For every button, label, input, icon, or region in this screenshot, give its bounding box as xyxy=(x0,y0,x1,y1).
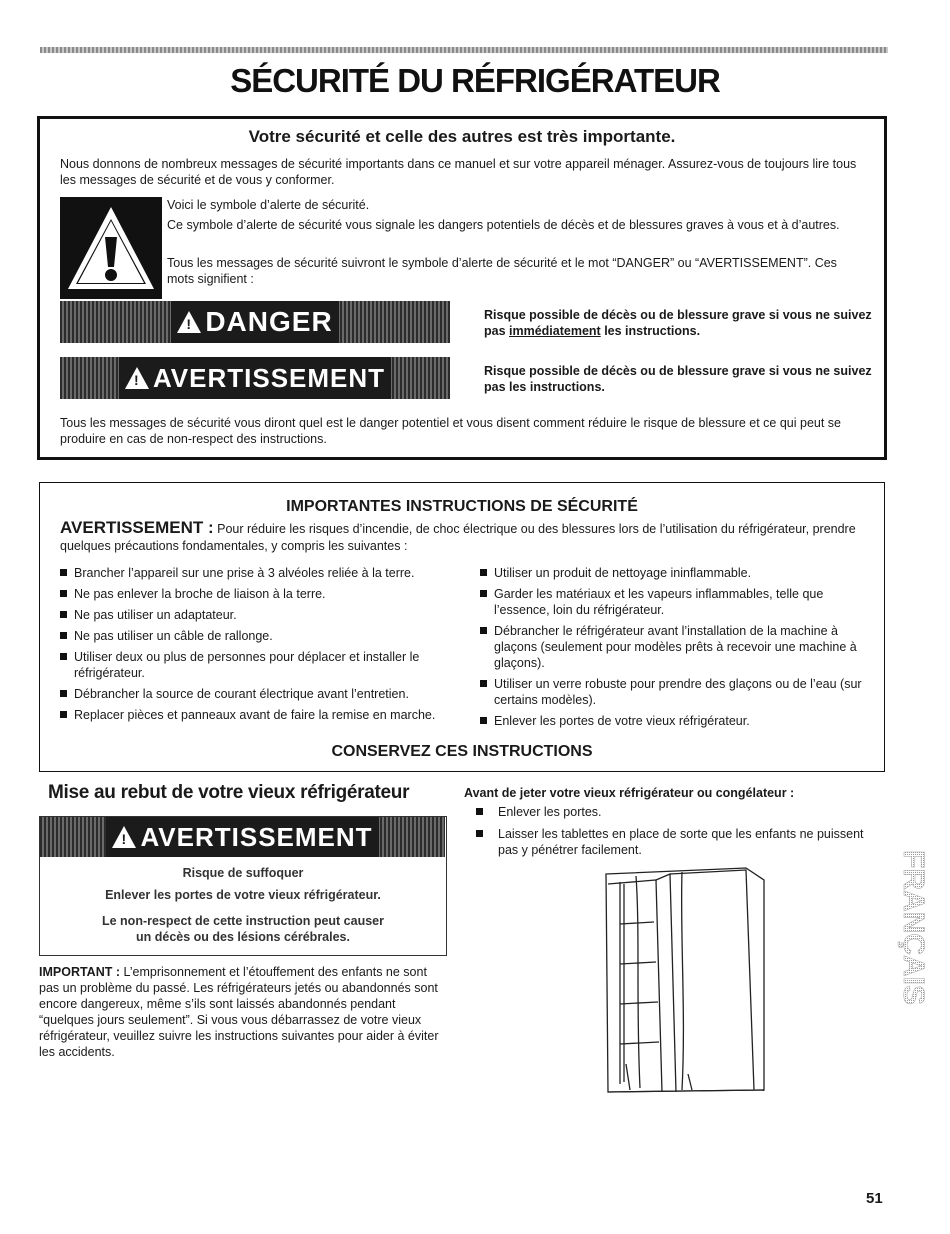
list-item: Utiliser un produit de nettoyage ininflammable. xyxy=(480,565,880,581)
symbol-line-3: Tous les messages de sécurité suivront le symbole d’alerte de sécurité et le mot “DANGER” ou “AVERTISSEMENT”. Ces mots signifient : xyxy=(167,256,837,286)
disposal-line-2: Le non-respect de cette instruction peut causer un décès ou des lésions cérébrales. xyxy=(101,914,384,944)
list-item: Enlever les portes de votre vieux réfrigérateur. xyxy=(480,713,880,729)
danger-banner xyxy=(60,301,450,343)
important-text: L’emprisonnement et l’étouffement des enfants ne sont pas un problème du passé. Les réfrigérateurs jetés ou abandonnés sont encore dangereux, même s’ils sont laissés abandonnés pendant “quelques jours seulement”. Si vous vous débarrassez de votre vieux réfrigérateur, veuillez suivre les instructions suivantes pour aider à éviter les accidents. xyxy=(39,965,439,1059)
instructions-heading: IMPORTANTES INSTRUCTIONS DE SÉCURITÉ xyxy=(286,498,638,515)
list-item: Ne pas enlever la broche de liaison à la terre. xyxy=(60,586,460,602)
disposal-warning-box xyxy=(39,816,447,956)
symbol-line-2: Ce symbole d’alerte de sécurité vous signale les dangers potentiels de décès et de blessures graves à vous et à d’autres. xyxy=(167,218,840,232)
instructions-right-list xyxy=(480,565,880,734)
refrigerator-illustration xyxy=(596,864,776,1101)
suffocation-risk-title: Risque de suffoquer xyxy=(182,866,304,880)
danger-label: DANGER xyxy=(205,306,333,337)
instructions-box xyxy=(39,482,885,772)
instructions-left-list xyxy=(60,565,460,728)
warning-triangle-icon xyxy=(125,367,149,389)
page-title: SÉCURITÉ DU RÉFRIGÉRATEUR xyxy=(230,62,720,99)
safety-intro: Nous donnons de nombreux messages de sécurité importants dans ce manuel et sur votre appareil ménager. Assurez-vous de toujours lire tous les messages de sécurité et de vous y conformer. xyxy=(60,157,857,187)
keep-instructions-heading: CONSERVEZ CES INSTRUCTIONS xyxy=(331,743,593,760)
francais-side-label: FRANÇAIS xyxy=(897,850,930,1005)
francais-side-tab xyxy=(896,850,936,1055)
list-item: Utiliser deux ou plus de personnes pour déplacer et installer le réfrigérateur. xyxy=(60,649,460,681)
warning-banner xyxy=(60,357,450,399)
warning-label: AVERTISSEMENT xyxy=(152,362,386,393)
danger-description: Risque possible de décès ou de blessure grave si vous ne suivez pas immédiatement les instructions. xyxy=(484,308,872,338)
symbol-line-1: Voici le symbole d’alerte de sécurité. xyxy=(167,198,370,212)
list-item: Brancher l’appareil sur une prise à 3 alvéoles reliée à la terre. xyxy=(60,565,460,581)
warning-triangle-icon xyxy=(112,826,136,848)
disposal-warning-label: AVERTISSEMENT xyxy=(140,821,373,852)
safety-box-heading: Votre sécurité et celle des autres est très importante. xyxy=(248,127,676,146)
list-item: Laisser les tablettes en place de sorte que les enfants ne puissent pas y pénétrer facilement. xyxy=(476,826,886,858)
warning-description: Risque possible de décès ou de blessure grave si vous ne suivez pas les instructions. xyxy=(484,364,872,394)
list-item: Garder les matériaux et les vapeurs inflammables, telle que l’essence, loin du réfrigérateur. xyxy=(480,586,880,618)
top-rule xyxy=(40,47,888,53)
list-item: Ne pas utiliser un câble de rallonge. xyxy=(60,628,460,644)
instructions-warning-text: Pour réduire les risques d’incendie, de choc électrique ou des blessures lors de l’utilisation du réfrigérateur, prendre quelques précautions fondamentales, y compris les suivantes : xyxy=(60,522,856,553)
list-item: Ne pas utiliser un adaptateur. xyxy=(60,607,460,623)
disposal-title: Mise au rebut de votre vieux réfrigérateur xyxy=(48,782,410,803)
instructions-warning-label: AVERTISSEMENT : xyxy=(60,518,214,537)
important-label: IMPORTANT : xyxy=(39,965,121,979)
disposal-warning-banner xyxy=(40,817,445,857)
list-item: Enlever les portes. xyxy=(476,804,886,820)
important-paragraph xyxy=(39,964,449,1060)
safety-alert-icon xyxy=(60,197,162,299)
safety-message-box xyxy=(37,116,887,460)
instructions-warning xyxy=(60,519,860,555)
list-item: Débrancher la source de courant électrique avant l’entretien. xyxy=(60,686,460,702)
list-item: Replacer pièces et panneaux avant de faire la remise en marche. xyxy=(60,707,460,723)
before-disposal-heading: Avant de jeter votre vieux réfrigérateur ou congélateur : xyxy=(464,786,795,800)
page-number: 51 xyxy=(866,1190,883,1207)
disposal-line-1: Enlever les portes de votre vieux réfrigérateur. xyxy=(105,888,381,902)
list-item: Utiliser un verre robuste pour prendre des glaçons ou de l’eau (sur certains modèles). xyxy=(480,676,880,708)
warning-triangle-icon xyxy=(177,311,201,333)
safety-box-footer: Tous les messages de sécurité vous diront quel est le danger potentiel et vous disent comment réduire le risque de blessure et ce qui peut se produire en cas de non-respect des instructions. xyxy=(60,416,841,446)
list-item: Débrancher le réfrigérateur avant l’installation de la machine à glaçons (seulement pour modèles prêts à recevoir une machine à glaçons). xyxy=(480,623,880,671)
